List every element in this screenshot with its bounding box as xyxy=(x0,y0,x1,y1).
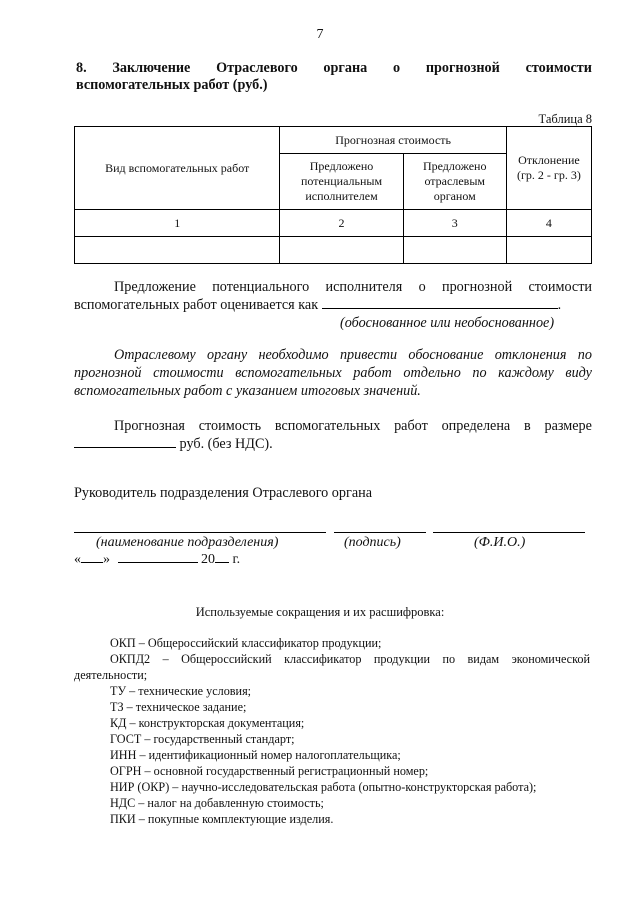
table-cell[interactable] xyxy=(280,237,403,264)
list-item: КД – конструкторская документация; xyxy=(110,716,305,730)
section-heading-line2: вспомогательных работ (руб.) xyxy=(76,77,268,93)
para1-line1 xyxy=(74,278,592,296)
col-number: 4 xyxy=(506,210,591,237)
table-cell[interactable] xyxy=(506,237,591,264)
para-word: потенциального xyxy=(212,279,310,295)
col-header-work-type: Вид вспомогательных работ xyxy=(75,127,280,210)
table-caption: Таблица 8 xyxy=(538,112,592,126)
assessment-blank[interactable] xyxy=(322,308,558,309)
full-name-line[interactable] xyxy=(433,532,585,533)
date-day-blank[interactable] xyxy=(81,562,103,563)
cost-amount-blank[interactable] xyxy=(74,447,176,448)
para-word: Предложение xyxy=(114,279,196,295)
para-word: стоимости xyxy=(528,279,592,295)
heading-word: Отраслевого xyxy=(216,60,298,76)
para2-line2: прогнозной стоимости вспомогательных работ отдельно по каждому виду xyxy=(74,365,592,381)
paragraph-agency-instruction xyxy=(74,346,592,400)
list-item: ТУ – технические условия; xyxy=(110,684,252,698)
paragraph-final-cost xyxy=(74,417,592,453)
col-header-proposed-by-agency: Предложено отраслевым органом xyxy=(403,154,506,210)
list-item: ГОСТ – государственный стандарт; xyxy=(110,732,295,746)
date-month-blank[interactable] xyxy=(118,562,198,563)
assessment-hint: (обоснованное или необоснованное) xyxy=(340,315,555,331)
section-number: 8. xyxy=(76,60,87,76)
para-word: о xyxy=(418,279,426,295)
col-header-deviation: Отклонение (гр. 2 - гр. 3) xyxy=(506,127,591,210)
list-item: ОКП – Общероссийский классификатор продукции; xyxy=(110,636,382,650)
list-item: НДС – налог на добавленную стоимость; xyxy=(110,796,324,810)
list-item: ПКИ – покупные комплектующие изделия. xyxy=(110,812,334,826)
para3-line1: Прогнозная стоимость вспомогательных работ определена в размере xyxy=(114,418,592,434)
department-name-line[interactable] xyxy=(74,532,326,533)
abbreviations-list xyxy=(74,635,590,827)
para1-line2: вспомогательных работ оценивается как . xyxy=(74,297,562,313)
paragraph-contractor-assessment xyxy=(74,278,592,332)
label-signature: (подпись) xyxy=(344,535,401,550)
para2-line3: вспомогательных работ с указанием итоговых значений. xyxy=(74,383,421,399)
para2-line1: Отраслевому органу необходимо привести обоснование отклонения по xyxy=(114,347,592,363)
abbreviations-title: Используемые сокращения и их расшифровка: xyxy=(195,605,445,619)
forecast-cost-table xyxy=(74,126,592,264)
section-heading xyxy=(76,60,592,94)
table-row xyxy=(75,237,592,264)
col-number: 3 xyxy=(403,210,506,237)
signature-line[interactable] xyxy=(334,532,426,533)
para3-line2: руб. (без НДС). xyxy=(74,435,592,453)
para-word: исполнителя xyxy=(325,279,403,295)
signature-date: « » 20 г. xyxy=(74,552,241,567)
list-item: ОКПД2 – Общероссийский классификатор продукции по видам экономической деятельности; xyxy=(74,652,590,682)
section-heading-line1 xyxy=(76,60,592,77)
signature-title: Руководитель подразделения Отраслевого органа xyxy=(74,485,373,501)
date-year-blank[interactable] xyxy=(215,562,229,563)
list-item: НИР (ОКР) – научно-исследовательская работа (опытно-конструкторская работа); xyxy=(110,780,537,794)
list-item: ИНН – идентификационный номер налогоплательщика; xyxy=(110,748,401,762)
heading-word: прогнозной xyxy=(425,60,500,76)
page-number: 7 xyxy=(316,27,324,42)
col-header-proposed-by-contractor: Предложено потенциальным исполнителем xyxy=(280,154,403,210)
list-item: ТЗ – техническое задание; xyxy=(110,700,247,714)
para-word: прогнозной xyxy=(442,279,513,295)
label-full-name: (Ф.И.О.) xyxy=(474,535,526,550)
label-department: (наименование подразделения) xyxy=(96,535,279,550)
heading-word: о xyxy=(392,60,401,76)
heading-word: Заключение xyxy=(112,60,191,76)
group-header-forecast-cost: Прогнозная стоимость xyxy=(280,127,506,154)
table-cell[interactable] xyxy=(403,237,506,264)
heading-word: стоимости xyxy=(525,60,592,76)
heading-word: органа xyxy=(323,60,368,76)
table-cell[interactable] xyxy=(75,237,280,264)
col-number: 2 xyxy=(280,210,403,237)
col-number: 1 xyxy=(75,210,280,237)
list-item: ОГРН – основной государственный регистрационный номер; xyxy=(110,764,429,778)
